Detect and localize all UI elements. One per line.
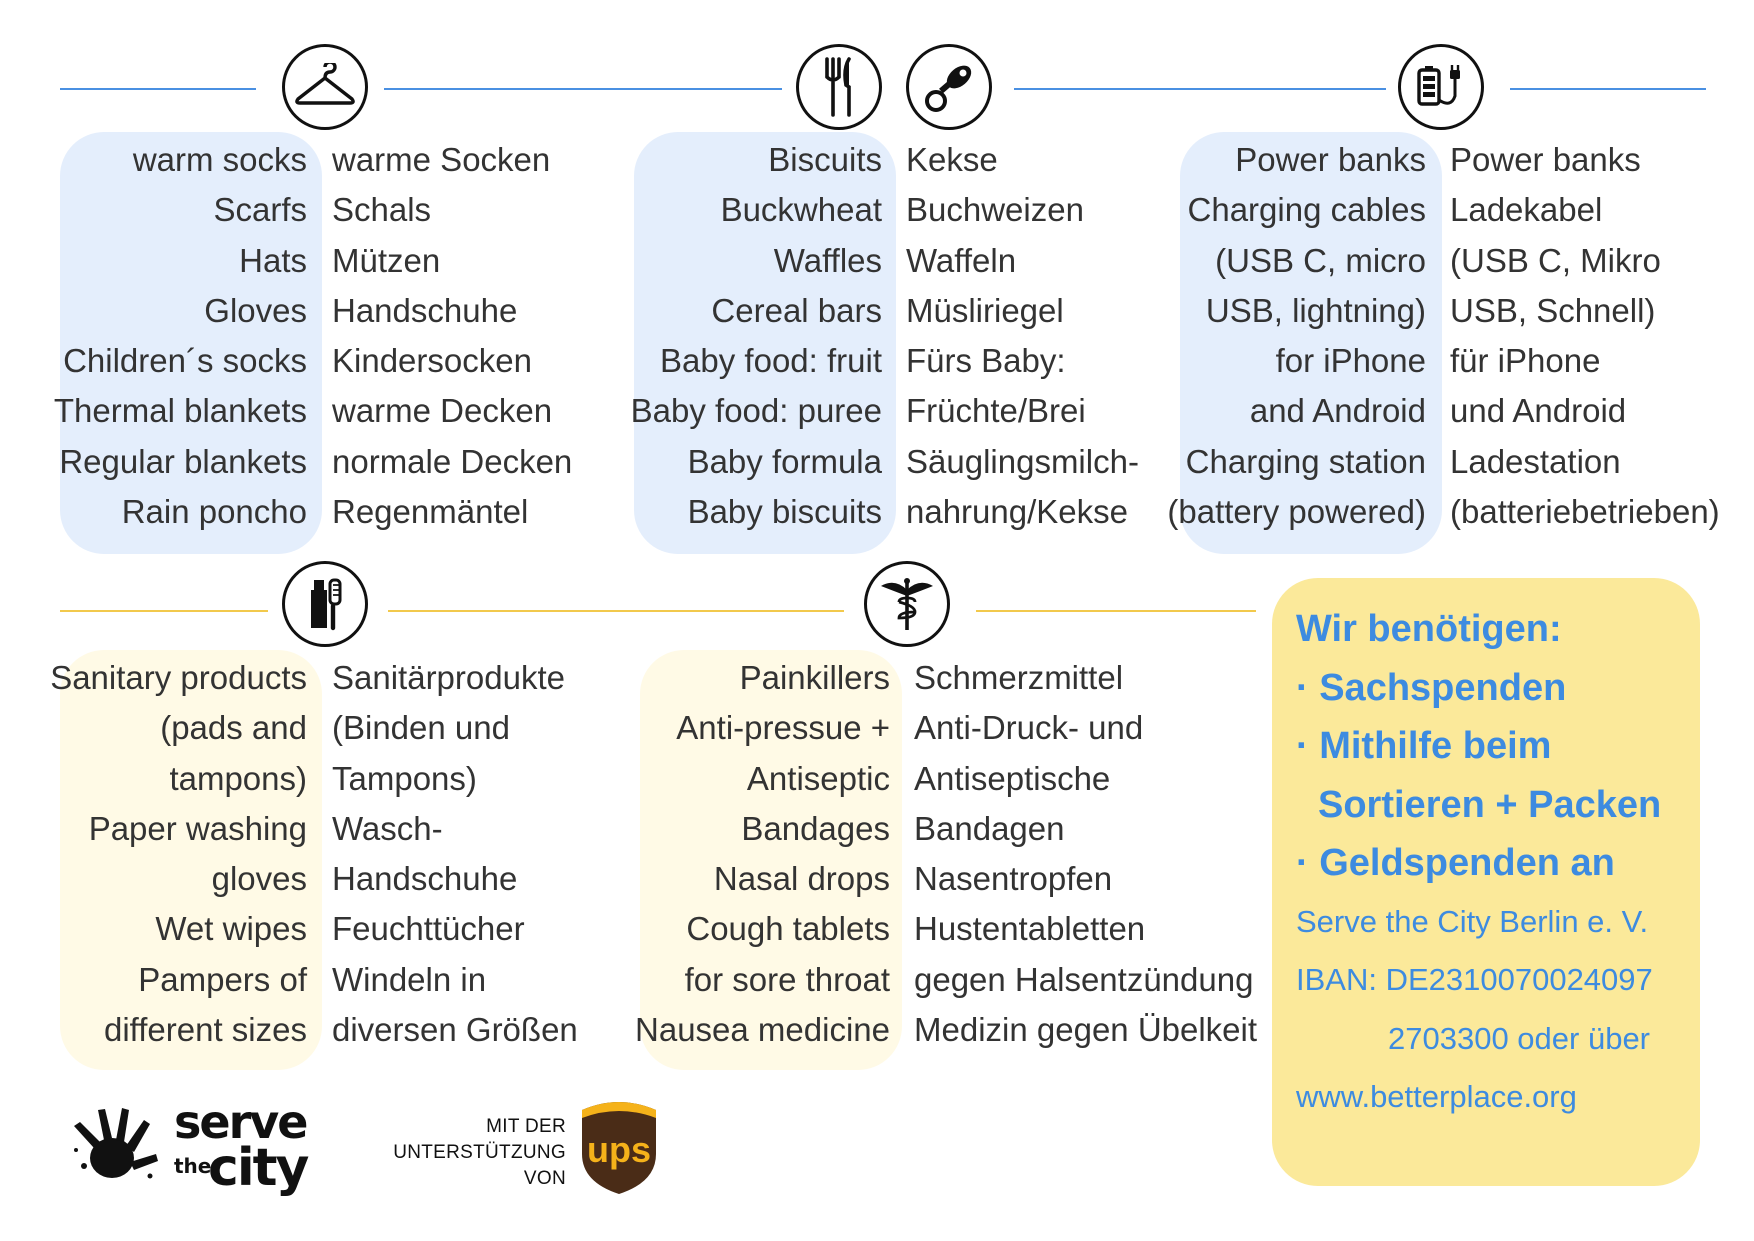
list-item: Sanitary products	[50, 659, 307, 696]
list-item: Hustentabletten	[914, 910, 1146, 948]
list-item: Sanitärprodukte	[332, 659, 565, 696]
list-item: Painkillers	[739, 659, 890, 696]
list-item: Schmerzmittel	[914, 659, 1124, 696]
org-name: Serve the City Berlin e. V.	[1296, 903, 1649, 939]
list-item: and Android	[1249, 392, 1426, 430]
iban-continued: 2703300 oder über	[1388, 1020, 1651, 1056]
info-item: Sortieren + Packen	[1318, 783, 1662, 826]
list-item: Feuchttücher	[332, 910, 525, 948]
list-item: Buckwheat	[720, 191, 882, 229]
ups-support-block	[380, 1092, 662, 1202]
list-item: Gloves	[204, 291, 307, 329]
info-heading: Wir benötigen:	[1296, 608, 1562, 650]
list-item: Nasentropfen	[914, 860, 1113, 898]
list-item: Power banks	[1235, 141, 1426, 178]
logo-word-city: city	[208, 1138, 308, 1198]
list-item: Power banks	[1450, 141, 1641, 178]
list-item: USB, Schnell)	[1450, 291, 1656, 329]
list-item: USB, lightning)	[1205, 291, 1426, 329]
hygiene-german-list	[332, 653, 578, 1055]
list-item: Windeln in	[332, 960, 487, 998]
list-item: Nausea medicine	[635, 1011, 890, 1049]
list-item: Schals	[332, 191, 432, 229]
support-line: VON	[523, 1168, 566, 1189]
list-item: Waffeln	[906, 241, 1017, 279]
support-line: UNTERSTÜTZUNG	[393, 1142, 566, 1163]
list-item: Wasch-	[332, 809, 443, 847]
list-item: warme Socken	[332, 141, 551, 178]
list-item: Paper washing	[88, 809, 307, 847]
list-item: Mützen	[332, 241, 441, 279]
clothing-english-list	[54, 135, 307, 537]
list-item: Charging station	[1185, 442, 1426, 480]
list-item: Antiseptische	[914, 759, 1111, 797]
list-item: Ladestation	[1450, 442, 1621, 480]
list-item: (batteriebetrieben)	[1450, 493, 1720, 531]
list-item: Baby food: puree	[630, 392, 882, 430]
list-item: Früchte/Brei	[906, 392, 1086, 430]
iban: IBAN: DE2310070024097	[1296, 962, 1653, 997]
support-text	[380, 1114, 566, 1192]
list-item: Buchweizen	[906, 191, 1084, 229]
list-item: nahrung/Kekse	[906, 493, 1128, 531]
list-item: Waffles	[773, 241, 882, 279]
ups-wordmark: ups	[586, 1129, 652, 1170]
list-item: (Binden und	[332, 709, 510, 747]
list-item: Wet wipes	[155, 910, 307, 948]
ups-shield-logo	[578, 1096, 660, 1196]
divider-line	[1014, 88, 1386, 90]
list-item: diversen Größen	[332, 1011, 578, 1049]
list-item: Baby biscuits	[687, 493, 882, 531]
divider-line	[60, 610, 268, 612]
medicine-german-list	[914, 653, 1257, 1055]
pacifier-icon	[906, 44, 992, 130]
list-item: (USB C, micro	[1215, 241, 1426, 279]
list-item: Regular blankets	[59, 442, 307, 480]
list-item: für iPhone	[1450, 342, 1601, 380]
list-item: Antiseptic	[746, 759, 890, 797]
list-item: different sizes	[104, 1011, 307, 1049]
list-item: Handschuhe	[332, 860, 518, 898]
list-item: gloves	[211, 860, 307, 898]
list-item: warm socks	[132, 141, 307, 178]
list-item: Rain poncho	[121, 493, 307, 531]
list-item: Medizin gegen Übelkeit	[914, 1011, 1258, 1049]
logo-word-the: the	[174, 1154, 212, 1178]
hygiene-english-list	[50, 653, 307, 1055]
clothing-german-list	[332, 135, 572, 537]
logo-word-serve: serve	[174, 1095, 307, 1149]
divider-line	[976, 610, 1256, 612]
list-item: Regenmäntel	[332, 493, 529, 531]
list-item: Säuglingsmilch-	[906, 442, 1139, 480]
list-item: Children´s socks	[63, 342, 307, 380]
list-item: Cough tablets	[686, 910, 890, 948]
list-item: Handschuhe	[332, 291, 518, 329]
list-item: und Android	[1450, 392, 1627, 430]
website-link[interactable]: www.betterplace.org	[1296, 1079, 1577, 1114]
list-item: Bandagen	[914, 809, 1065, 847]
list-item: Anti-pressue +	[676, 709, 890, 747]
list-item: for iPhone	[1275, 342, 1426, 380]
info-item: · Mithilfe beim	[1296, 725, 1552, 767]
divider-line	[1510, 88, 1706, 90]
list-item: Hats	[239, 241, 307, 279]
list-item: Nasal drops	[713, 860, 890, 898]
list-item: for sore throat	[684, 960, 890, 998]
info-item: · Geldspenden an	[1296, 842, 1615, 884]
caduceus-icon	[864, 561, 950, 647]
list-item: warme Decken	[332, 392, 553, 430]
list-item: Ladekabel	[1450, 191, 1603, 229]
list-item: Müsliriegel	[906, 291, 1064, 329]
info-item: · Sachspenden	[1296, 666, 1567, 709]
serve-the-city-logo	[64, 1095, 334, 1200]
donation-info-box	[1272, 578, 1700, 1186]
electronics-german-list	[1450, 135, 1720, 537]
divider-line	[60, 88, 256, 90]
divider-line	[388, 610, 844, 612]
list-item: Kindersocken	[332, 342, 532, 380]
toothpaste-toothbrush-icon	[282, 561, 368, 647]
list-item: (pads and	[160, 709, 307, 747]
divider-line	[384, 88, 782, 90]
list-item: Baby food: fruit	[660, 342, 882, 380]
list-item: Bandages	[741, 809, 890, 847]
list-item: tampons)	[169, 759, 307, 797]
electronics-english-list	[1167, 135, 1426, 537]
list-item: Pampers of	[138, 960, 307, 998]
list-item: Baby formula	[687, 442, 882, 480]
list-item: normale Decken	[332, 442, 573, 480]
list-item: gegen Halsentzündung	[914, 960, 1254, 998]
hanger-icon	[282, 44, 368, 130]
list-item: Biscuits	[768, 141, 882, 178]
list-item: Cereal bars	[711, 291, 882, 329]
list-item: Tampons)	[332, 759, 477, 797]
list-item: Kekse	[906, 141, 998, 178]
list-item: Fürs Baby:	[906, 342, 1066, 380]
list-item: (battery powered)	[1167, 493, 1426, 531]
food-english-list	[631, 135, 882, 537]
list-item: Charging cables	[1187, 191, 1426, 229]
list-item: Thermal blankets	[53, 392, 307, 430]
list-item: Scarfs	[213, 191, 307, 229]
list-item: Anti-Druck- und	[914, 709, 1144, 747]
medicine-english-list	[635, 653, 890, 1055]
support-line: MIT DER	[486, 1116, 566, 1137]
battery-charger-icon	[1398, 44, 1484, 130]
list-item: (USB C, Mikro	[1450, 241, 1661, 279]
food-german-list	[906, 135, 1139, 537]
cutlery-icon	[796, 44, 882, 130]
